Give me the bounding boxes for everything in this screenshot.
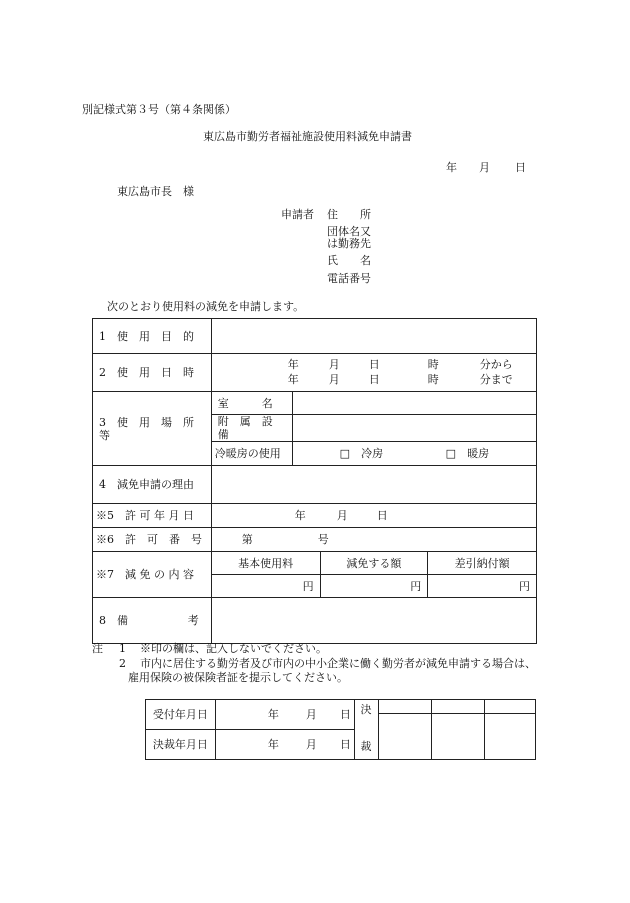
datetime-to-minute: 分まで: [479, 373, 513, 386]
approval-label: [355, 700, 379, 760]
datetime-to-day: 日: [368, 373, 380, 386]
permit-date-label: ※5 許 可 年 月 日: [93, 504, 212, 528]
room-field[interactable]: [292, 392, 536, 415]
decision-date-field[interactable]: [215, 730, 355, 760]
remarks-number: 8 備: [99, 614, 128, 627]
permit-number-label: ※6 許 可 番 号: [93, 528, 212, 552]
office-use-table: [145, 699, 536, 760]
net-amount-header: 差引納付額: [428, 552, 537, 575]
applicant-name-label: 氏 名: [327, 254, 371, 267]
approval-char-1: 決: [360, 703, 372, 716]
datetime-to-year: 年: [287, 373, 299, 386]
applicant-label: 申請者: [281, 208, 314, 221]
approval-stamp-1-top[interactable]: [379, 700, 432, 714]
permit-date-year: 年: [294, 509, 306, 522]
approval-stamp-1[interactable]: [379, 714, 432, 760]
reason-field[interactable]: [211, 466, 536, 504]
cooling-checkbox[interactable]: □ 冷房: [339, 447, 384, 460]
applicant-organization-label-2: は勤務先: [327, 237, 371, 250]
application-table: [92, 318, 537, 644]
received-year: 年: [267, 708, 279, 721]
received-day: 日: [339, 708, 351, 721]
room-label: 室 名: [211, 392, 292, 415]
permit-number-suffix: 号: [317, 533, 329, 546]
datetime-from-year: 年: [287, 358, 299, 371]
applicant-organization-label-1: 団体名又: [327, 225, 371, 238]
datetime-label: 2 使 用 日 時: [93, 354, 212, 392]
date-year-label: 年: [446, 161, 457, 174]
decision-year: 年: [267, 738, 279, 751]
note-2-line-2: 雇用保険の被保険者証を提示してください。: [128, 671, 348, 684]
applicant-phone-label: 電話番号: [327, 272, 371, 285]
exemption-label: ※7 減 免 の 内 容: [93, 552, 212, 598]
approval-stamp-2[interactable]: [432, 714, 485, 760]
decision-date-label: 決裁年月日: [146, 730, 216, 760]
datetime-from-hour: 時: [427, 358, 439, 371]
approval-stamp-3-top[interactable]: [485, 700, 536, 714]
remarks-field[interactable]: [211, 598, 536, 644]
decision-day: 日: [339, 738, 351, 751]
approval-char-2: 裁: [360, 740, 372, 753]
basic-fee-yen: 円: [211, 575, 320, 598]
permit-date-field: [211, 504, 536, 528]
form-number: 別記様式第３号（第４条関係）: [82, 103, 236, 116]
heating-checkbox[interactable]: □ 暖房: [445, 447, 490, 460]
permit-number-prefix: 第: [241, 533, 253, 546]
reduced-amount-yen: 円: [320, 575, 428, 598]
approval-stamp-3[interactable]: [485, 714, 536, 760]
equipment-label: 附 属 設 備: [211, 415, 292, 442]
intro-text: 次のとおり使用料の減免を申請します。: [107, 300, 305, 313]
datetime-from-day: 日: [368, 358, 380, 371]
datetime-from-minute: 分から: [479, 358, 513, 371]
approval-stamp-2-top[interactable]: [432, 700, 485, 714]
note-2-number: 2: [119, 657, 126, 670]
received-month: 月: [305, 708, 317, 721]
permit-date-day: 日: [376, 509, 388, 522]
reduced-amount-header: 減免する額: [320, 552, 428, 575]
hvac-field: [292, 442, 536, 466]
purpose-label: 1 使 用 目 的: [93, 319, 212, 354]
datetime-to-month: 月: [328, 373, 340, 386]
permit-number-field: [211, 528, 536, 552]
note-2-line-1: 市内に居住する勤労者及び市内の中小企業に働く勤労者が減免申請する場合は、: [140, 657, 536, 670]
hvac-label: 冷暖房の使用: [211, 442, 292, 466]
note-1: ※印の欄は、記入しないでください。: [140, 642, 327, 655]
reason-label: 4 減免申請の理由: [93, 466, 212, 504]
purpose-field[interactable]: [211, 319, 536, 354]
remarks-label: [93, 598, 212, 644]
page-title: 東広島市勤労者福祉施設使用料減免申請書: [203, 130, 412, 143]
date-month-label: 月: [479, 161, 490, 174]
received-date-field[interactable]: [215, 700, 355, 730]
remarks-text: 考: [187, 614, 199, 627]
addressee: 東広島市長 様: [117, 185, 194, 198]
decision-month: 月: [305, 738, 317, 751]
permit-date-month: 月: [336, 509, 348, 522]
basic-fee-header: 基本使用料: [211, 552, 320, 575]
applicant-address-label: 住 所: [327, 208, 371, 221]
datetime-from-month: 月: [328, 358, 340, 371]
note-1-number: 1: [119, 642, 126, 655]
date-day-label: 日: [515, 161, 526, 174]
datetime-to-hour: 時: [427, 373, 439, 386]
received-date-label: 受付年月日: [146, 700, 216, 730]
datetime-field[interactable]: [211, 354, 536, 392]
equipment-field[interactable]: [292, 415, 536, 442]
net-amount-yen: 円: [428, 575, 537, 598]
notes-prefix: 注: [92, 642, 103, 655]
place-label: 3 使 用 場 所 等: [93, 392, 212, 466]
